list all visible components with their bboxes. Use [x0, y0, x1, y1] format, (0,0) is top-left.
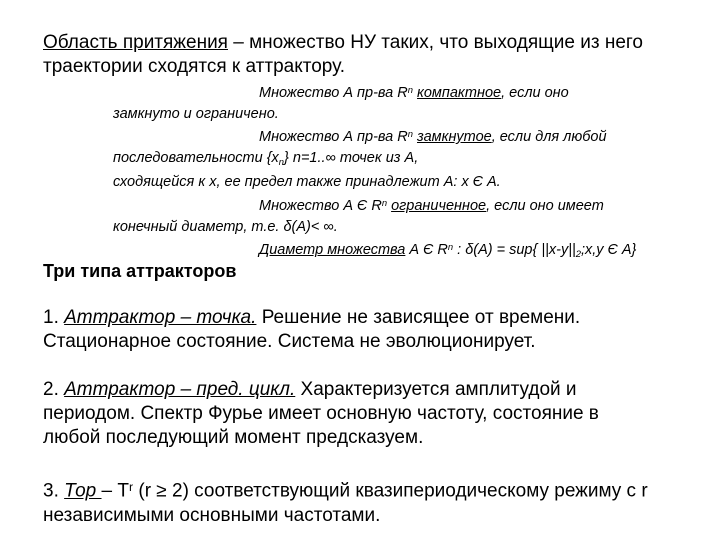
bounded-term: ограниченное — [391, 198, 487, 215]
diameter-term: Диаметр множества — [259, 242, 406, 259]
def-compact-line-1: Множество А пр-ва $R^n$ компактное, если оно — [259, 84, 569, 102]
def-closed-line-1: Множество А пр-ва $R^n$ замкнутое, если для любой — [259, 128, 607, 146]
def-closed-line-2: последовательности $\{x_n\}$ n=1..∞ точек из А, — [113, 149, 419, 167]
def-compact-line-2: замкнуто и ограничено. — [113, 105, 279, 122]
closed-term: замкнутое — [417, 129, 492, 146]
def-diameter-line: Диаметр множества А Є $R^n$ : δ(А) = sup{ $||x-y||_2;x,y$ Є А} — [259, 241, 637, 260]
intro-paragraph — [43, 31, 643, 79]
definitions-block — [113, 80, 636, 265]
limit-cycle-term: Аттрактор – пред. цикл. — [64, 379, 296, 400]
intro-line-2: траектории сходятся к аттрактору. — [43, 56, 346, 77]
section-heading: Три типа аттракторов — [43, 261, 237, 281]
attractor-item-2: 2. Аттрактор – пред. цикл. Характеризуется амплитудой и периодом. Спектр Фурье имеет основную частоту, состояние в любой последующий момент предсказуем. — [43, 379, 599, 448]
basin-term: Область притяжения — [43, 32, 228, 53]
def-bounded-line-1: Множество А Є $R^n$ ограниченное, если оно имеет — [259, 196, 604, 215]
attractor-item-3: 3. Тор – $T^r$ (r ≥ 2) соответствующий квазипериодическому режиму с r независимыми основными частотами. — [43, 480, 648, 526]
compact-term: компактное — [417, 85, 502, 102]
def-closed-line-3: сходящейся к x, ее предел также принадлежит А: x Є А. — [113, 174, 501, 191]
attractor-item-1: 1. Аттрактор – точка. Решение не зависящее от времени. Стационарное состояние. Система не эволюционирует. — [43, 307, 581, 352]
intro-line-1: Область притяжения – множество НУ таких, что выходящие из него — [43, 32, 643, 53]
point-attractor-term: Аттрактор – точка. — [64, 307, 257, 328]
def-bounded-line-2: конечный диаметр, т.е. δ(А)< ∞. — [113, 218, 338, 235]
torus-term: Тор — [64, 480, 102, 502]
